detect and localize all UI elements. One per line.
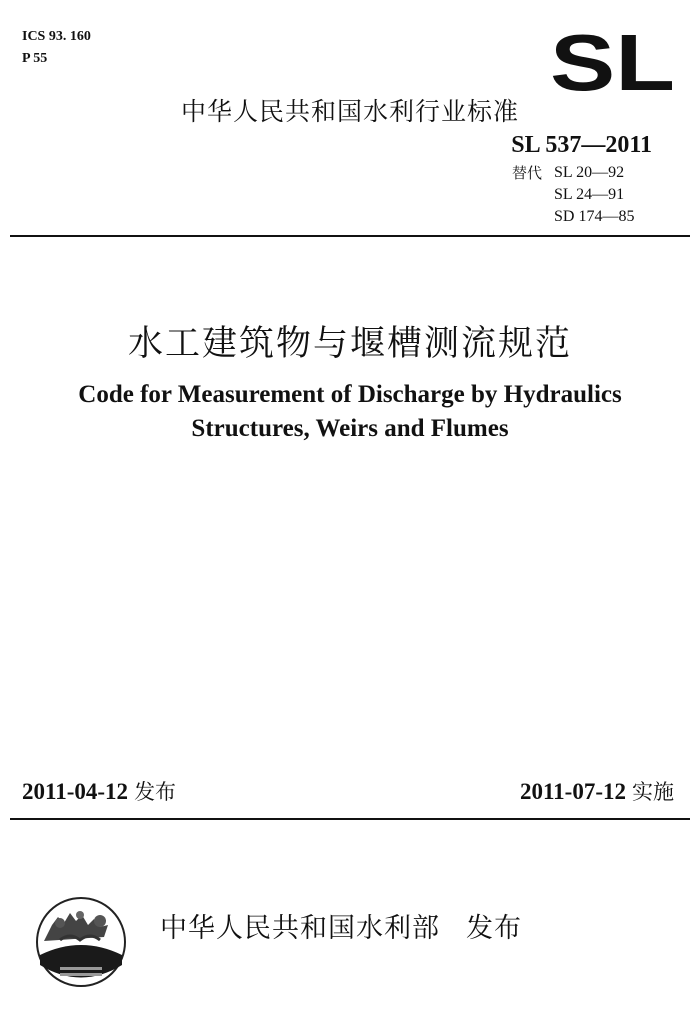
replaced-standard: SD 174—85 <box>554 208 635 225</box>
replaces-list <box>512 162 634 228</box>
implementation-date-value: 2011-07-12 <box>519 779 626 804</box>
issue-date-value: 2011-04-12 <box>22 779 129 804</box>
issue-date <box>22 776 176 806</box>
top-divider <box>10 235 690 237</box>
replaced-standard: SL 20—92 <box>554 164 625 181</box>
implementation-date-label: 实施 <box>632 780 674 804</box>
sl-logo <box>550 30 675 94</box>
classification-codes <box>22 26 91 70</box>
replaces-label: 替代 <box>512 164 543 182</box>
ccs-code: P 55 <box>22 51 48 66</box>
ics-code: ICS 93. 160 <box>22 29 91 44</box>
svg-text:SL: SL <box>550 30 675 94</box>
replaced-standard: SL 24—91 <box>554 186 625 203</box>
standard-category: 中华人民共和国水利行业标准 <box>180 97 519 126</box>
issue-date-label: 发布 <box>134 780 177 804</box>
title-english-line: Structures, Weirs and Flumes <box>191 415 509 442</box>
title-chinese: 水工建筑物与堰槽测流规范 <box>127 324 572 364</box>
implementation-date <box>520 776 674 806</box>
title-english <box>0 378 700 446</box>
title-english-line: Code for Measurement of Discharge by Hydraulics <box>78 381 622 408</box>
anti-counterfeit-emblem-icon <box>30 895 132 990</box>
bottom-divider <box>10 818 690 820</box>
standard-number: SL 537—2011 <box>511 132 652 158</box>
publisher <box>160 906 522 945</box>
publisher-action: 发布 <box>466 913 522 944</box>
publisher-name: 中华人民共和国水利部 <box>160 913 440 944</box>
